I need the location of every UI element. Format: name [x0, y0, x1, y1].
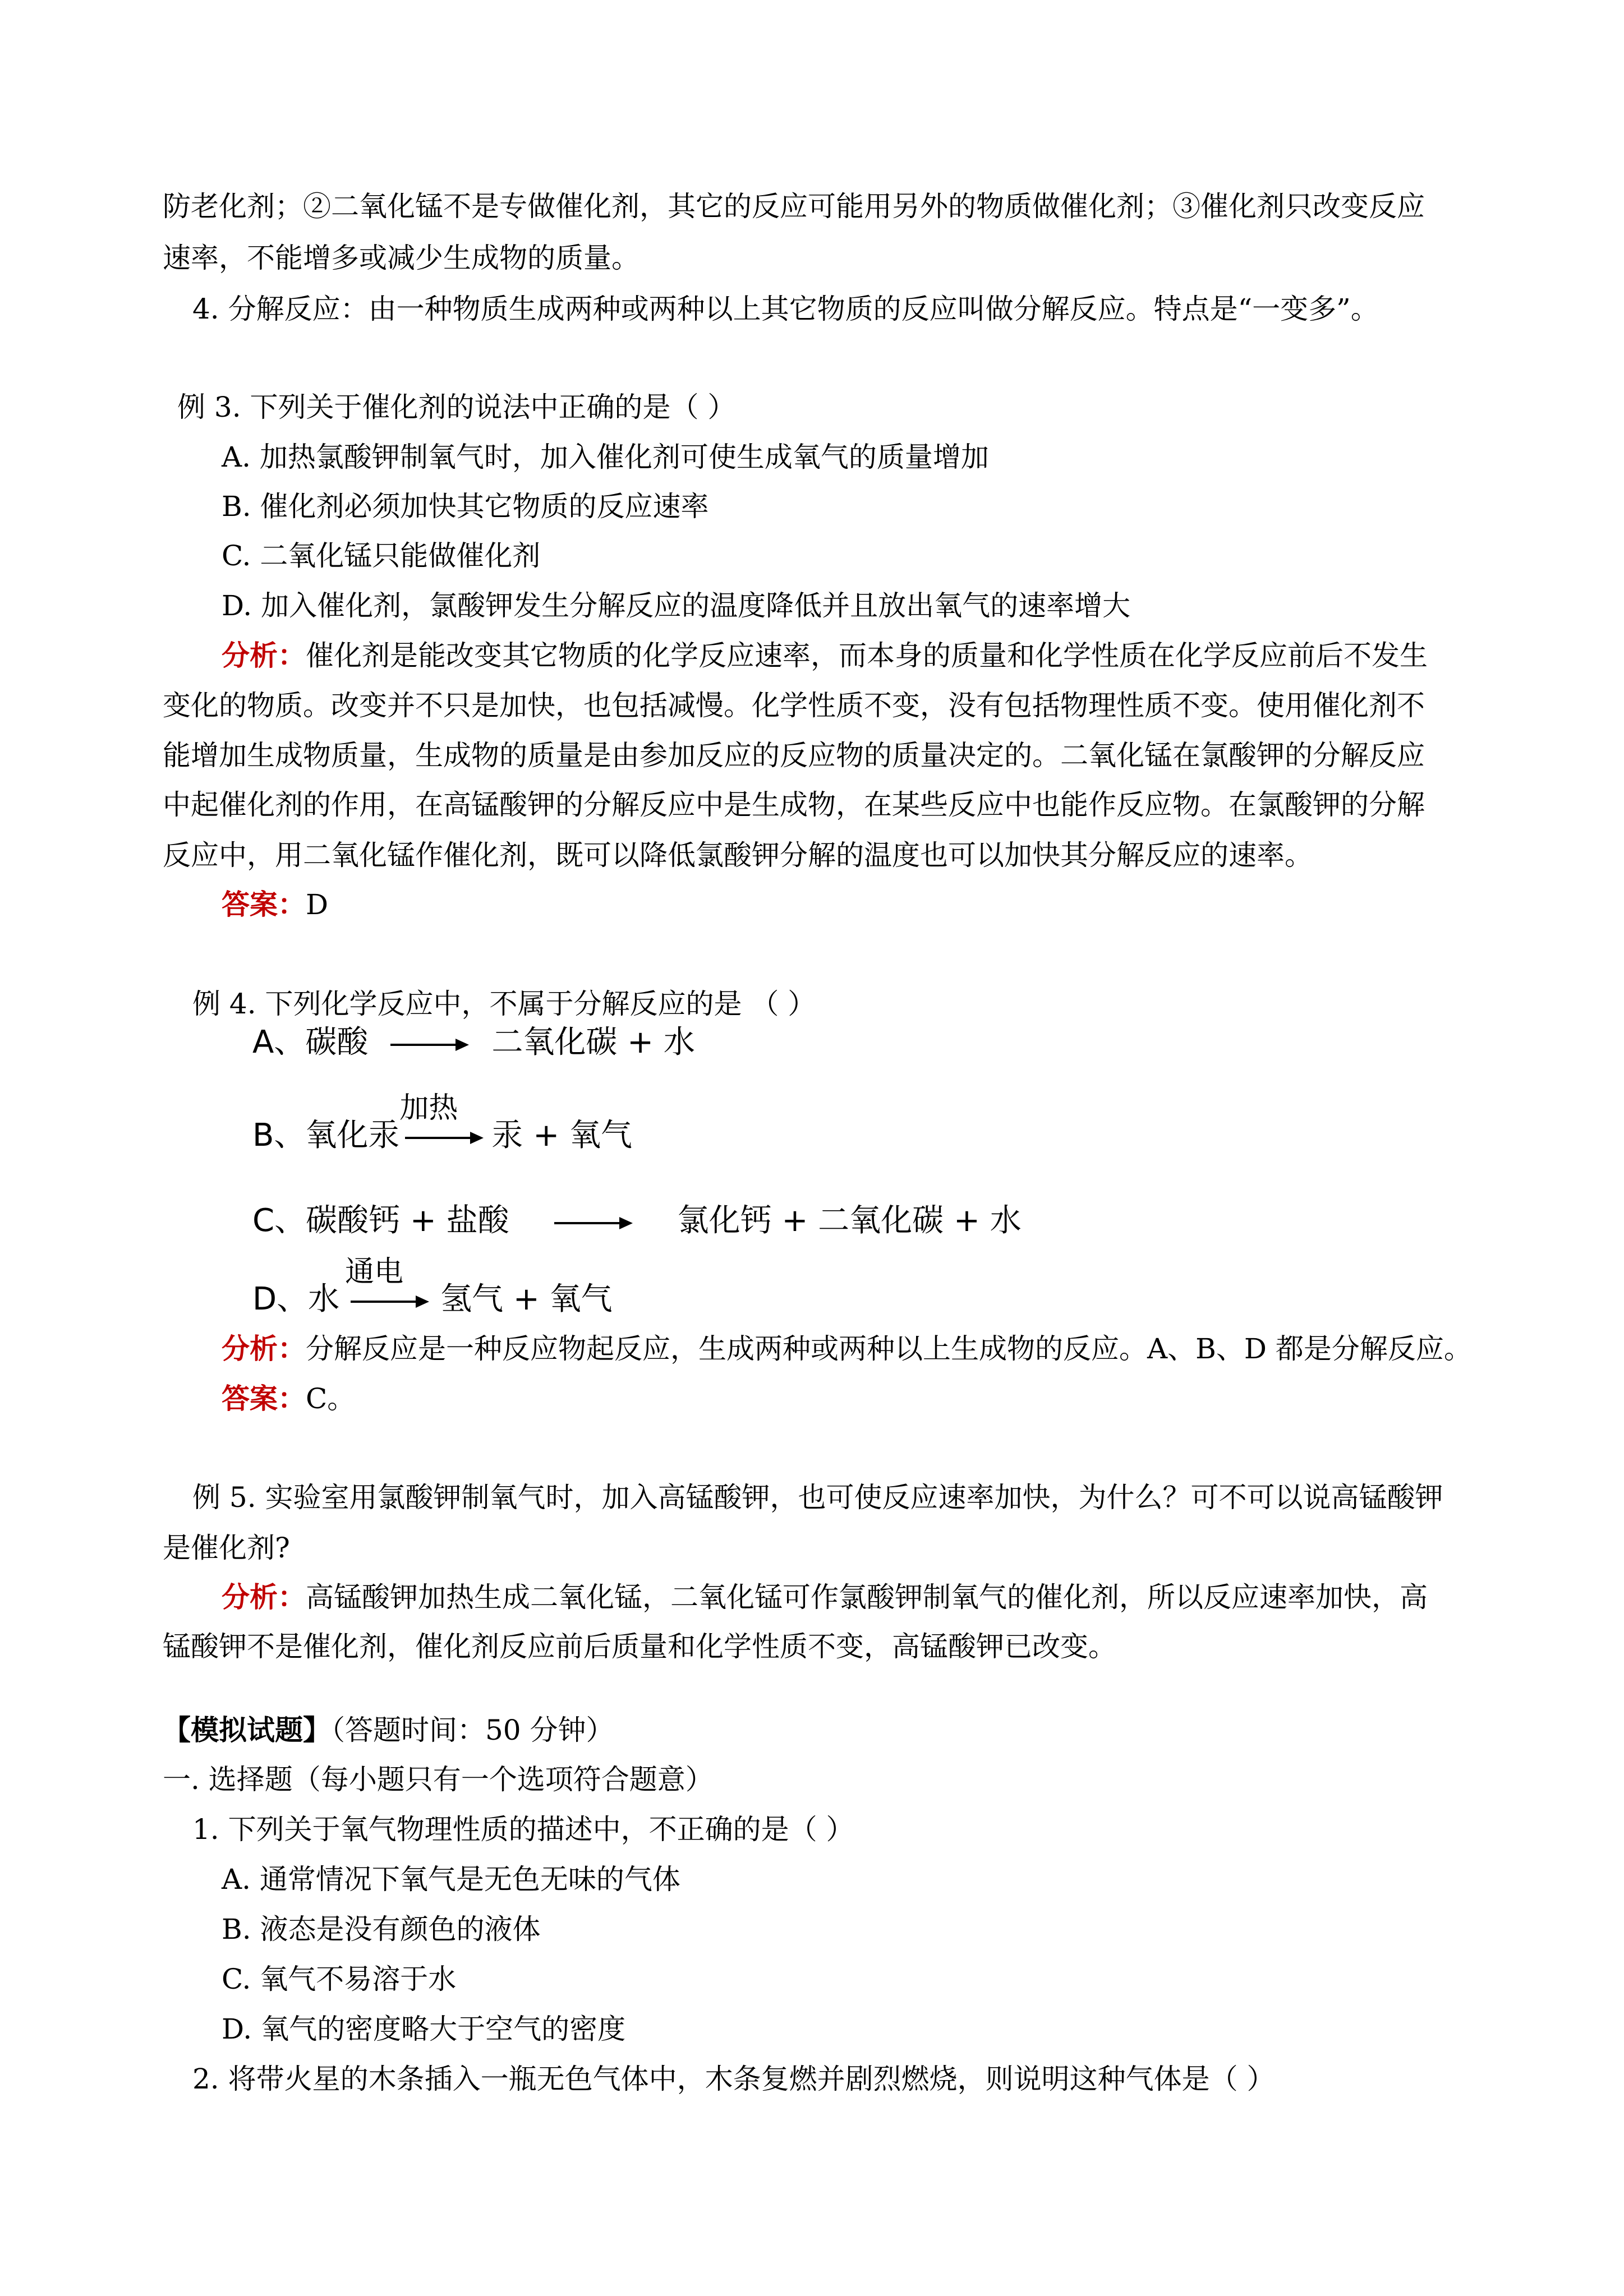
condition-electrolysis: 通电 — [345, 1255, 404, 1289]
intro-line-2: 速率，不能增多或减少生成物的质量。 — [163, 242, 640, 274]
example-5-question-line-2: 是催化剂? — [163, 1532, 290, 1564]
mock-test-heading — [163, 1713, 614, 1747]
answer-label: 答案： — [222, 888, 306, 921]
point-4-decomposition: 4. 分解反应：由一种物质生成两种或两种以上其它物质的反应叫做分解反应。特点是“一变多”。 — [192, 293, 1379, 325]
equation-b: B、氧化汞 加热 汞 + 氧气 — [252, 1091, 632, 1154]
question-2: 2. 将带火星的木条插入一瓶无色气体中，木条复燃并剧烈燃烧，则说明这种气体是（ ） — [192, 2063, 1275, 2095]
question-1-option-c: C. 氧气不易溶于水 — [222, 1963, 457, 1995]
question-1-option-b: B. 液态是没有颜色的液体 — [222, 1913, 541, 1945]
reaction-arrow-icon — [399, 1091, 484, 1149]
analysis-label: 分析： — [222, 1580, 306, 1613]
example-3-analysis-line-4: 中起催化剂的作用，在高锰酸钾的分解反应中是生成物，在某些反应中也能作反应物。在氯酸钾的分解 — [163, 789, 1425, 821]
reaction-arrow-icon — [345, 1255, 429, 1312]
section-1-heading: 一. 选择题（每小题只有一个选项符合题意） — [163, 1763, 714, 1796]
example-5-analysis-line-2: 锰酸钾不是催化剂，催化剂反应前后质量和化学性质不变，高锰酸钾已改变。 — [163, 1630, 1116, 1663]
question-1-option-d: D. 氧气的密度略大于空气的密度 — [222, 2013, 626, 2045]
answer-label: 答案： — [222, 1382, 306, 1415]
example-3-analysis-line-5: 反应中，用二氧化锰作催化剂，既可以降低氯酸钾分解的温度也可以加快其分解反应的速率。 — [163, 839, 1313, 872]
example-3-analysis-line-3: 能增加生成物质量，生成物的质量是由参加反应的反应物的质量决定的。二氧化锰在氯酸钾的分解反应 — [163, 739, 1425, 772]
example-4-question: 例 4. 下列化学反应中，不属于分解反应的是 （ ） — [192, 988, 816, 1020]
equation-c: C、碳酸钙 + 盐酸 氯化钙 + 二氧化碳 + 水 — [252, 1202, 1022, 1239]
example-3-option-b: B. 催化剂必须加快其它物质的反应速率 — [222, 490, 709, 523]
example-3-answer: 答案：D — [222, 888, 329, 921]
condition-heating: 加热 — [399, 1091, 458, 1125]
example-3-option-d: D. 加入催化剂，氯酸钾发生分解反应的温度降低并且放出氧气的速率增大 — [222, 589, 1131, 622]
reaction-arrow-icon — [554, 1211, 633, 1234]
example-3-option-c: C. 二氧化锰只能做催化剂 — [222, 540, 541, 572]
example-3-analysis-line-1: 分析：催化剂是能改变其它物质的化学反应速率，而本身的质量和化学性质在化学反应前后不发生 — [222, 639, 1428, 672]
mock-test-title: 【模拟试题】 — [163, 1713, 331, 1746]
example-3-question: 例 3. 下列关于催化剂的说法中正确的是（ ） — [177, 391, 736, 423]
question-1-option-a: A. 通常情况下氧气是无色无味的气体 — [222, 1863, 680, 1896]
example-4-analysis: 分析：分解反应是一种反应物起反应，生成两种或两种以上生成物的反应。A、B、D 都是分解反应。 — [222, 1332, 1472, 1365]
equation-d: D、水 通电 氢气 + 氧气 — [252, 1255, 613, 1317]
intro-line-1: 防老化剂；②二氧化锰不是专做催化剂，其它的反应可能用另外的物质做催化剂；③催化剂只改变反应 — [163, 190, 1425, 223]
example-4-answer: 答案：C。 — [222, 1382, 356, 1415]
example-5-analysis-line-1: 分析：高锰酸钾加热生成二氧化锰，二氧化锰可作氯酸钾制氧气的催化剂，所以反应速率加快，高 — [222, 1580, 1428, 1613]
example-5-question-line-1: 例 5. 实验室用氯酸钾制氧气时，加入高锰酸钾，也可使反应速率加快，为什么？可不可以说高锰酸钾 — [192, 1481, 1443, 1514]
example-3-analysis-line-2: 变化的物质。改变并不只是加快，也包括减慢。化学性质不变，没有包括物理性质不变。使用催化剂不 — [163, 689, 1425, 722]
analysis-label: 分析： — [222, 639, 306, 672]
reaction-arrow-icon — [390, 1033, 469, 1055]
equation-a: A、碳酸 二氧化碳 + 水 — [252, 1024, 695, 1061]
analysis-label: 分析： — [222, 1332, 306, 1365]
example-3-option-a: A. 加热氯酸钾制氧气时，加入催化剂可使生成氧气的质量增加 — [222, 441, 989, 473]
mock-test-time: （答题时间：50 分钟） — [331, 1714, 614, 1746]
question-1: 1. 下列关于氧气物理性质的描述中，不正确的是（ ） — [192, 1813, 854, 1846]
